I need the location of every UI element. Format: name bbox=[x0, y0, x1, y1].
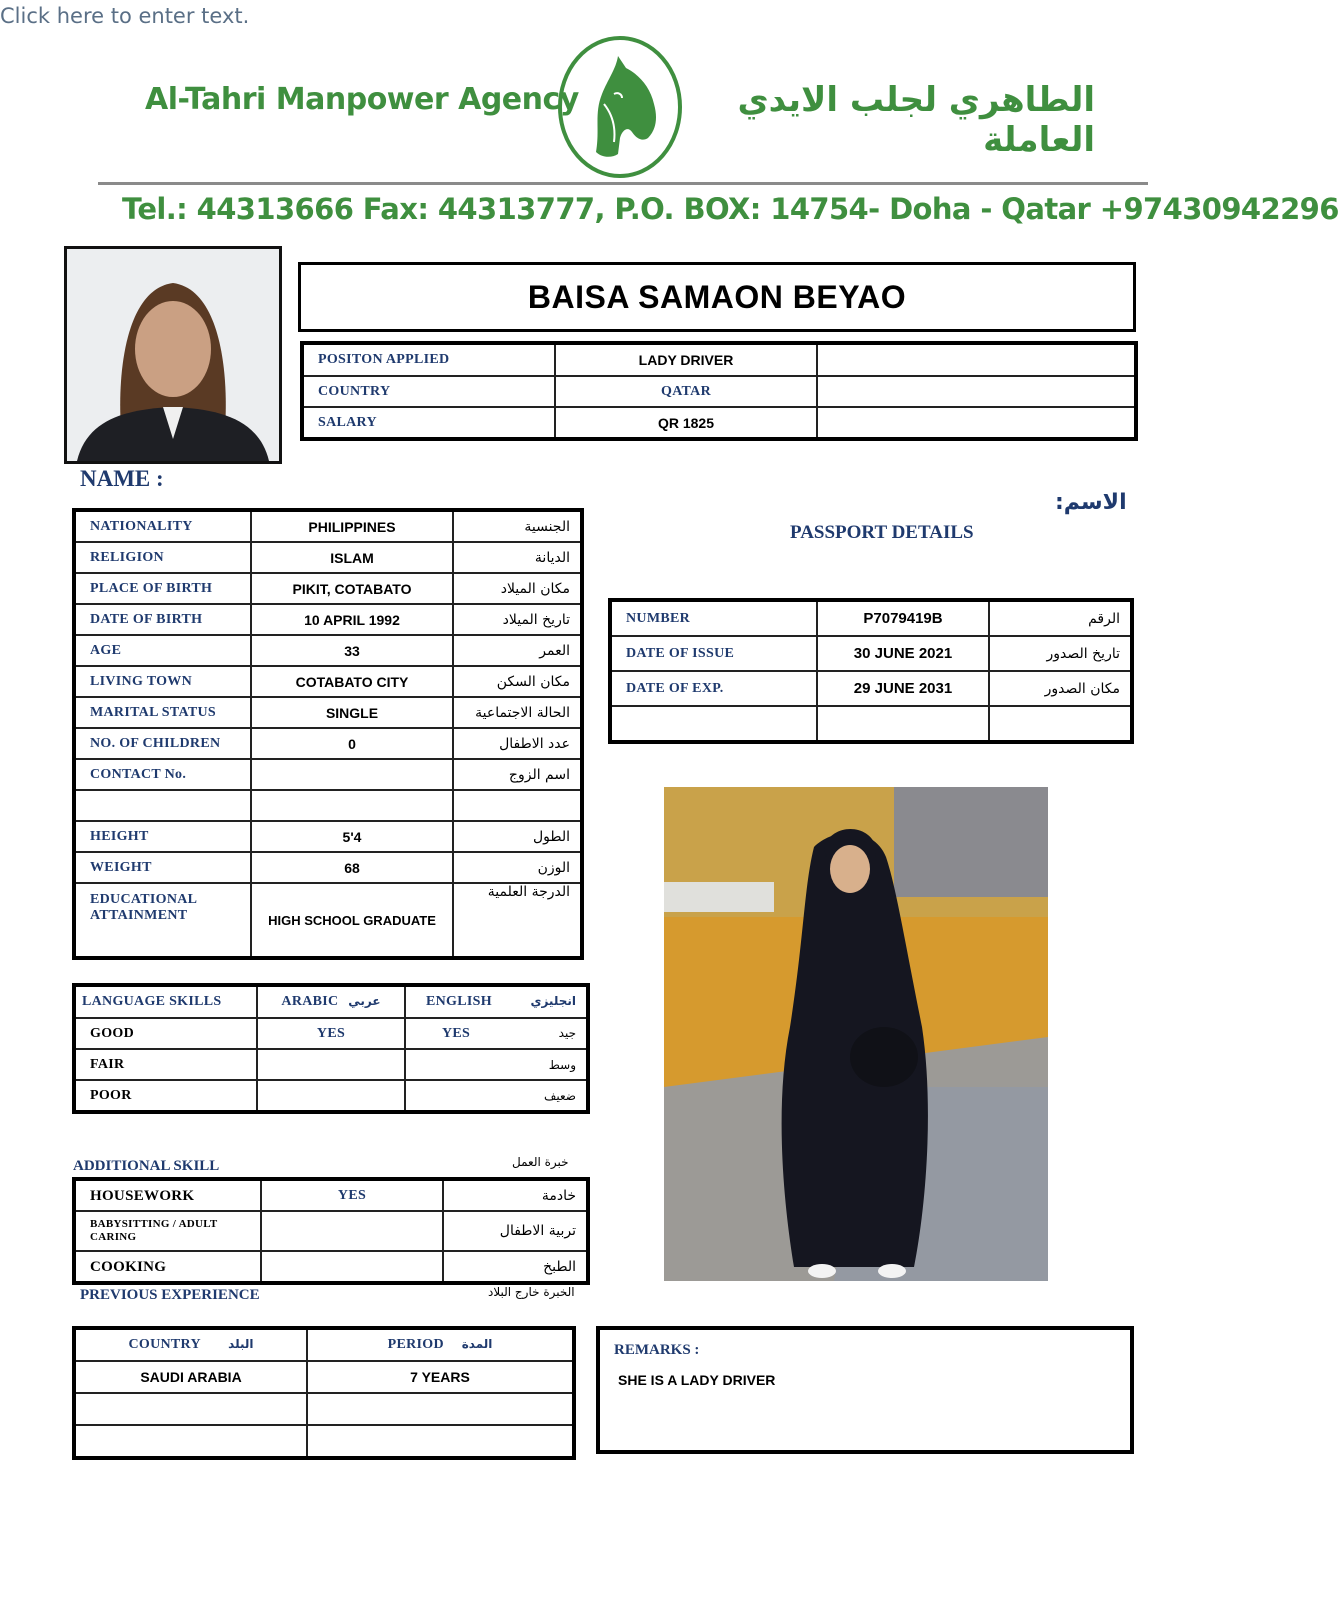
skill-label-arabic: تربية الاطفال bbox=[443, 1211, 588, 1251]
remarks-text: SHE IS A LADY DRIVER bbox=[618, 1372, 776, 1388]
detail-label: NO. OF CHILDREN bbox=[74, 728, 251, 759]
detail-label: HEIGHT bbox=[74, 821, 251, 852]
english-header-ar: انجليزي bbox=[530, 994, 576, 1008]
detail-label-arabic: اسم الزوج bbox=[453, 759, 582, 790]
candidate-full-photo bbox=[664, 787, 1048, 1281]
table-row bbox=[74, 1049, 588, 1080]
detail-label: NATIONALITY bbox=[74, 510, 251, 542]
detail-label bbox=[74, 790, 251, 821]
name-label: NAME : bbox=[80, 466, 164, 491]
table-row bbox=[74, 985, 588, 1018]
detail-value: ISLAM bbox=[251, 542, 453, 573]
detail-label: LIVING TOWN bbox=[74, 666, 251, 697]
table-row bbox=[74, 697, 582, 728]
skill-label: COOKING bbox=[74, 1251, 261, 1283]
detail-value: HIGH SCHOOL GRADUATE bbox=[251, 883, 453, 958]
skill-label-arabic: خادمة bbox=[443, 1179, 588, 1211]
detail-value: 10 APRIL 1992 bbox=[251, 604, 453, 635]
passport-value bbox=[817, 706, 989, 742]
name-label-arabic: الاسم: bbox=[1055, 490, 1127, 515]
detail-label-arabic: الدرجة العلمية bbox=[453, 883, 582, 958]
table-row bbox=[610, 671, 1132, 706]
empty-cell bbox=[817, 343, 1136, 376]
position-table bbox=[300, 341, 1138, 441]
detail-value: 0 bbox=[251, 728, 453, 759]
passport-label-arabic: الرقم bbox=[989, 600, 1132, 636]
language-level-label: POOR bbox=[74, 1080, 257, 1112]
table-row bbox=[74, 883, 582, 958]
skill-value: YES bbox=[261, 1179, 443, 1211]
skill-label-arabic: الطبخ bbox=[443, 1251, 588, 1283]
language-skills-label: LANGUAGE SKILLS bbox=[74, 985, 257, 1018]
skill-value bbox=[261, 1251, 443, 1283]
additional-skill-title-ar: خبرة العمل bbox=[512, 1155, 569, 1169]
empty-cell bbox=[817, 376, 1136, 407]
language-level-label: GOOD bbox=[74, 1018, 257, 1049]
table-row bbox=[74, 635, 582, 666]
experience-country-header bbox=[74, 1328, 307, 1361]
detail-label: CONTACT No. bbox=[74, 759, 251, 790]
english-header bbox=[405, 985, 588, 1018]
skill-value bbox=[261, 1211, 443, 1251]
table-row bbox=[74, 1393, 574, 1425]
remarks-label: REMARKS : bbox=[614, 1342, 700, 1358]
detail-label: AGE bbox=[74, 635, 251, 666]
passport-label: NUMBER bbox=[610, 600, 817, 636]
table-row bbox=[74, 1018, 588, 1049]
detail-label-arabic: مكان السكن bbox=[453, 666, 582, 697]
detail-label: EDUCATIONAL ATTAINMENT bbox=[74, 883, 251, 958]
personal-details-table bbox=[72, 508, 584, 960]
english-level-value: YES bbox=[442, 1025, 471, 1041]
detail-value: 33 bbox=[251, 635, 453, 666]
detail-value: PIKIT, COTABATO bbox=[251, 573, 453, 604]
detail-label: DATE OF BIRTH bbox=[74, 604, 251, 635]
table-row bbox=[74, 1361, 574, 1393]
arabic-header bbox=[257, 985, 405, 1018]
detail-value: 68 bbox=[251, 852, 453, 883]
detail-value: SINGLE bbox=[251, 697, 453, 728]
detail-label-arabic: الجنسية bbox=[453, 510, 582, 542]
table-row bbox=[74, 1179, 588, 1211]
detail-label-arabic: تاريخ الميلاد bbox=[453, 604, 582, 635]
detail-value: 5'4 bbox=[251, 821, 453, 852]
additional-skill-table bbox=[72, 1177, 590, 1285]
detail-value bbox=[251, 759, 453, 790]
passport-label: DATE OF ISSUE bbox=[610, 636, 817, 671]
arabic-level-value: YES bbox=[257, 1018, 405, 1049]
experience-period-header bbox=[307, 1328, 574, 1361]
experience-country bbox=[74, 1425, 307, 1458]
previous-experience-title: PREVIOUS EXPERIENCE bbox=[80, 1287, 260, 1303]
detail-label-arabic: الطول bbox=[453, 821, 582, 852]
previous-experience-table bbox=[72, 1326, 576, 1460]
detail-label: RELIGION bbox=[74, 542, 251, 573]
table-row bbox=[74, 542, 582, 573]
table-row bbox=[610, 636, 1132, 671]
passport-label-arabic: مكان الصدور bbox=[989, 671, 1132, 706]
experience-country: SAUDI ARABIA bbox=[74, 1361, 307, 1393]
remarks-box bbox=[596, 1326, 1134, 1454]
detail-label-arabic: الحالة الاجتماعية bbox=[453, 697, 582, 728]
detail-label-arabic: الوزن bbox=[453, 852, 582, 883]
table-row bbox=[74, 1080, 588, 1112]
experience-country-header-en: COUNTRY bbox=[128, 1337, 201, 1352]
detail-label: PLACE OF BIRTH bbox=[74, 573, 251, 604]
detail-label-arabic: مكان الميلاد bbox=[453, 573, 582, 604]
english-level-cell bbox=[405, 1018, 588, 1049]
agency-name-arabic: الطاهري لجلب الايدي العاملة bbox=[737, 80, 1095, 160]
language-level-arabic: جيد bbox=[558, 1025, 576, 1040]
language-skills-table bbox=[72, 983, 590, 1114]
detail-value bbox=[251, 790, 453, 821]
table-row bbox=[74, 666, 582, 697]
experience-country bbox=[74, 1393, 307, 1425]
passport-label-arabic bbox=[989, 706, 1132, 742]
table-row bbox=[302, 343, 1136, 376]
experience-period: 7 YEARS bbox=[307, 1361, 574, 1393]
passport-label: DATE OF EXP. bbox=[610, 671, 817, 706]
text-placeholder[interactable]: Click here to enter text. bbox=[0, 4, 250, 28]
arabic-header-ar: عربي bbox=[348, 994, 381, 1008]
agency-contact-line: Tel.: 44313666 Fax: 44313777, P.O. BOX: 14754- Doha - Qatar +97430942296 bbox=[122, 192, 1339, 226]
detail-label-arabic: العمر bbox=[453, 635, 582, 666]
salary-label: SALARY bbox=[302, 407, 555, 439]
table-row bbox=[302, 376, 1136, 407]
arabic-level-value bbox=[257, 1080, 405, 1112]
table-row bbox=[74, 573, 582, 604]
table-row bbox=[610, 600, 1132, 636]
language-level-label: FAIR bbox=[74, 1049, 257, 1080]
agency-name-english: Al-Tahri Manpower Agency bbox=[145, 82, 579, 117]
detail-label-arabic bbox=[453, 790, 582, 821]
table-row bbox=[74, 1251, 588, 1283]
passport-label-arabic: تاريخ الصدور bbox=[989, 636, 1132, 671]
passport-value: P7079419B bbox=[817, 600, 989, 636]
skill-label: HOUSEWORK bbox=[74, 1179, 261, 1211]
experience-period-header-ar: المدة bbox=[461, 1337, 493, 1351]
detail-value: COTABATO CITY bbox=[251, 666, 453, 697]
country-label: COUNTRY bbox=[302, 376, 555, 407]
passport-title: PASSPORT DETAILS bbox=[790, 522, 974, 543]
header-divider bbox=[98, 182, 1148, 185]
language-level-arabic: وسط bbox=[548, 1057, 576, 1072]
previous-experience-title-ar: الخبرة خارج البلاد bbox=[488, 1285, 575, 1299]
candidate-portrait-photo bbox=[64, 246, 282, 464]
table-row bbox=[302, 407, 1136, 439]
table-row bbox=[74, 821, 582, 852]
table-row bbox=[74, 852, 582, 883]
detail-label-arabic: الديانة bbox=[453, 542, 582, 573]
empty-cell bbox=[817, 407, 1136, 439]
experience-period bbox=[307, 1393, 574, 1425]
country-value: QATAR bbox=[555, 376, 817, 407]
table-row bbox=[74, 1328, 574, 1361]
detail-label: WEIGHT bbox=[74, 852, 251, 883]
table-row bbox=[74, 604, 582, 635]
experience-country-header-ar: البلد bbox=[228, 1337, 254, 1351]
skill-label: BABYSITTING / ADULT CARING bbox=[74, 1211, 261, 1251]
table-row bbox=[74, 1211, 588, 1251]
position-label: POSITON APPLIED bbox=[302, 343, 555, 376]
english-level-cell bbox=[405, 1080, 588, 1112]
horse-head-logo-icon bbox=[556, 34, 684, 180]
detail-label: MARITAL STATUS bbox=[74, 697, 251, 728]
table-row bbox=[610, 706, 1132, 742]
detail-label-arabic: عدد الاطفال bbox=[453, 728, 582, 759]
english-header-en: ENGLISH bbox=[426, 994, 492, 1009]
additional-skill-title: ADDITIONAL SKILL bbox=[73, 1158, 220, 1174]
arabic-header-en: ARABIC bbox=[281, 994, 339, 1009]
detail-value: PHILIPPINES bbox=[251, 510, 453, 542]
passport-value: 30 JUNE 2021 bbox=[817, 636, 989, 671]
passport-table bbox=[608, 598, 1134, 744]
candidate-name: BAISA SAMAON BEYAO bbox=[298, 262, 1136, 332]
position-value: LADY DRIVER bbox=[555, 343, 817, 376]
language-level-arabic: ضعيف bbox=[543, 1088, 576, 1103]
table-row bbox=[74, 759, 582, 790]
table-row bbox=[74, 728, 582, 759]
table-row bbox=[74, 1425, 574, 1458]
salary-value: QR 1825 bbox=[555, 407, 817, 439]
arabic-level-value bbox=[257, 1049, 405, 1080]
english-level-cell bbox=[405, 1049, 588, 1080]
passport-label bbox=[610, 706, 817, 742]
table-row bbox=[74, 790, 582, 821]
table-row bbox=[74, 510, 582, 542]
experience-period-header-en: PERIOD bbox=[387, 1337, 444, 1352]
experience-period bbox=[307, 1425, 574, 1458]
passport-value: 29 JUNE 2031 bbox=[817, 671, 989, 706]
